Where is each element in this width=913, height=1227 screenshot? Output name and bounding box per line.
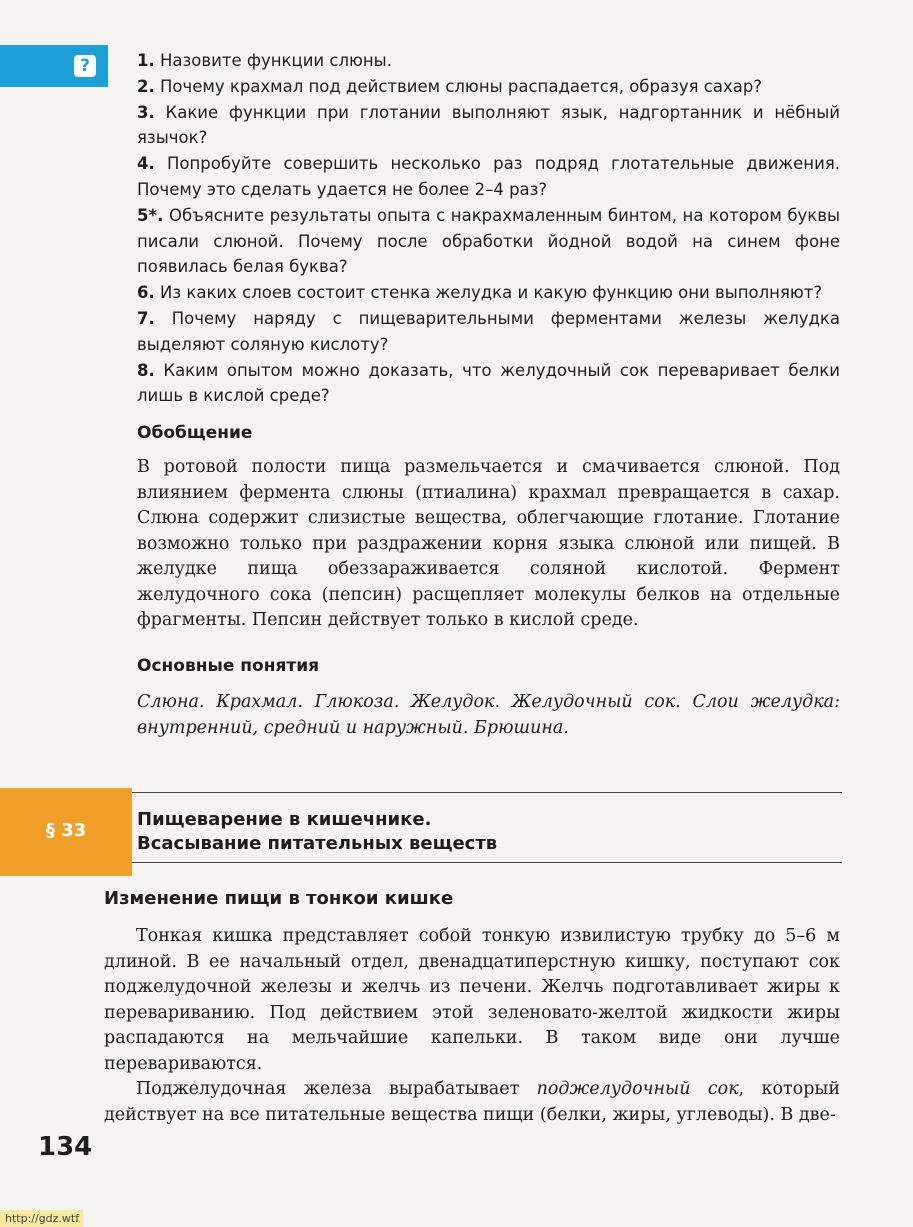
question-item: 4. Попробуйте совершить несколько раз подряд глотательные движения. Почему это сделать удается не более 2–4 раз? [137, 154, 840, 199]
paragraph: Поджелудочная железа вырабатывает поджелудочный сок, который действует на все питательные вещества пищи (белки, жиры, углеводы). В две- [104, 1079, 840, 1125]
section-number-badge [0, 788, 132, 876]
question-mark-icon: ? [74, 55, 96, 77]
watermark-link[interactable]: http://gdz.wtf [0, 1210, 83, 1227]
question-item: 7. Почему наряду с пищеварительными ферментами железы желудка выделяют соляную кислоту? [137, 308, 840, 354]
paragraph: Тонкая кишка представляет собой тонкую извилистую трубку до 5–6 м длиной. В ее начальный отдел, двенадцатиперстную кишку, поступают сок поджелудочной железы и желчь из печени. Желчь подготавливает жиры к перевариванию. Под действием этой зеленовато-желтой жидкости жиры распадаются на мельчайшие капельки. В таком виде они лучше перевариваются. [104, 926, 840, 1074]
question-item: 1. Назовите функции слюны. [137, 51, 392, 70]
question-item: 8. Каким опытом можно доказать, что желудочный сок переваривает белки лишь в кислой среде? [137, 360, 840, 406]
question-item: 6. Из каких слоев состоит стенка желудка и какую функцию они выполняют? [137, 283, 823, 303]
question-item: 2. Почему крахмал под действием слюны распадается, образуя сахар? [137, 76, 763, 96]
page-number: 134 [38, 1132, 93, 1162]
questions-list [137, 48, 840, 409]
section-number: § 33 [46, 820, 87, 841]
question-item: 5*. Объясните результаты опыта с накрахмаленным бинтом, на котором буквы писали слюной. Почему после обработки йодной водой на синем фоне появилась белая буква? [137, 205, 841, 277]
question-item: 3. Какие функции при глотании выполняют язык, надгортанник и нёбный язычок? [137, 102, 840, 148]
section-top-divider [132, 792, 842, 793]
body-text [104, 924, 840, 1128]
questions-badge [0, 45, 108, 87]
concepts-heading: Основные понятия [137, 656, 320, 676]
section-bottom-divider [132, 862, 842, 863]
summary-text: В ротовой полости пища размельчается и смачивается слюной. Под влиянием фермента слюны (птиалина) крахмал превращается в сахар. Слюна содержит слизистые вещества, облегчающие глотание. Глотание возможно только при раздражении корня языка слюной или пищей. В желудке пища обеззараживается соляной кислотой. Фермент желудочного сока (пепсин) расщепляет молекулы белков на отдельные фрагменты. Пепсин действует только в кислой среде. [137, 457, 840, 630]
summary-heading: Обобщение [137, 423, 253, 443]
section-title: Пищеварение в кишечнике. Всасывание питательных веществ [137, 809, 498, 854]
subheading: Изменение пищи в тонкои кишке [104, 888, 454, 909]
concepts-text: Слюна. Крахмал. Глюкоза. Желудок. Желудочный сок. Слои желудка: внутренний, средний и наружный. Брюшина. [137, 692, 840, 738]
